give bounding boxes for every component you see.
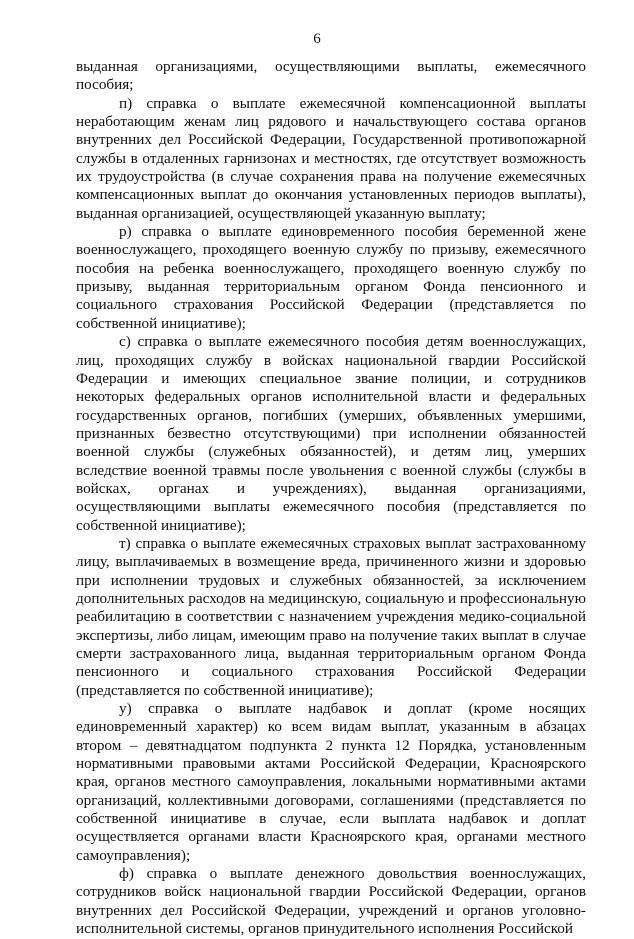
document-body	[76, 58, 586, 939]
paragraph-item-p: п) справка о выплате ежемесячной компенсационной выплаты неработающим женам лиц рядового и начальствующего состава органов внутренних дел Российской Федерации, Государственной противопожарной службы в отдаленных гарнизонах и местностях, где отсутствует возможность их трудоустройства (в случае сохранения права на получение ежемесячных компенсационных выплат до окончания установленных периодов выплаты), выданная организацией, осуществляющей указанную выплату;	[76, 94, 586, 222]
paragraph-item-t: т) справка о выплате ежемесячных страховых выплат застрахованному лицу, выплачиваемых в возмещение вреда, причиненного жизни и здоровью при исполнении трудовых и служебных обязанностей, за исключением дополнительных расходов на медицинскую, социальную и профессиональную реабилитацию в соответствии с назначением учреждения медико-социальной экспертизы, либо лицам, имеющим право на получение таких выплат в случае смерти застрахованного лица, выданная территориальным органом Фонда пенсионного и социального страхования Российской Федерации (представляется по собственной инициативе);	[76, 534, 586, 699]
paragraph-item-u: у) справка о выплате надбавок и доплат (кроме носящих единовременный характер) ко всем видам выплат, указанным в абзацах втором – девятнадцатом подпункта 2 пункта 12 Порядка, установленным нормативными правовыми актами Российской Федерации, Красноярского края, органов местного самоуправления, локальными нормативными актами организаций, коллективными договорами, соглашениями (представляется по собственной инициативе в случае, если выплата надбавок и доплат осуществляется органами власти Красноярского края, органами местного самоуправления);	[76, 700, 586, 864]
paragraph-item-r: р) справка о выплате единовременного пособия беременной жене военнослужащего, проходящего военную службу по призыву, ежемесячного пособия на ребенка военнослужащего, проходящего военную службу по призыву, выданная территориальным органом Фонда пенсионного и социального страхования Российской Федерации (представляется по собственной инициативе);	[76, 223, 586, 332]
page-number: 6	[313, 31, 321, 47]
paragraph-item-s: с) справка о выплате ежемесячного пособия детям военнослужащих, лиц, проходящих службу в войсках национальной гвардии Российской Федерации и имеющих специальное звание полиции, и сотрудников некоторых федеральных органов исполнительной власти и федеральных государственных органов, погибших (умерших, объявленных умершими, признанных безвестно отсутствующими) при исполнении обязанностей военной службы (служебных обязанностей), и детям лиц, умерших вследствие военной травмы после увольнения с военной службы (службы в войсках, органах и учреждениях), выданная организациями, осуществляющими выплаты ежемесячного пособия (представляется по собственной инициативе);	[76, 333, 586, 534]
paragraph-item-f: ф) справка о выплате денежного довольствия военнослужащих, сотрудников войск национальной гвардии Российской Федерации, органов внутренних дел Российской Федерации, учреждений и органов уголовно-исполнительной системы, органов принудительного исполнения Российской	[76, 865, 586, 938]
paragraph-continuation: выданная организациями, осуществляющими выплаты, ежемесячного пособия;	[76, 58, 586, 94]
